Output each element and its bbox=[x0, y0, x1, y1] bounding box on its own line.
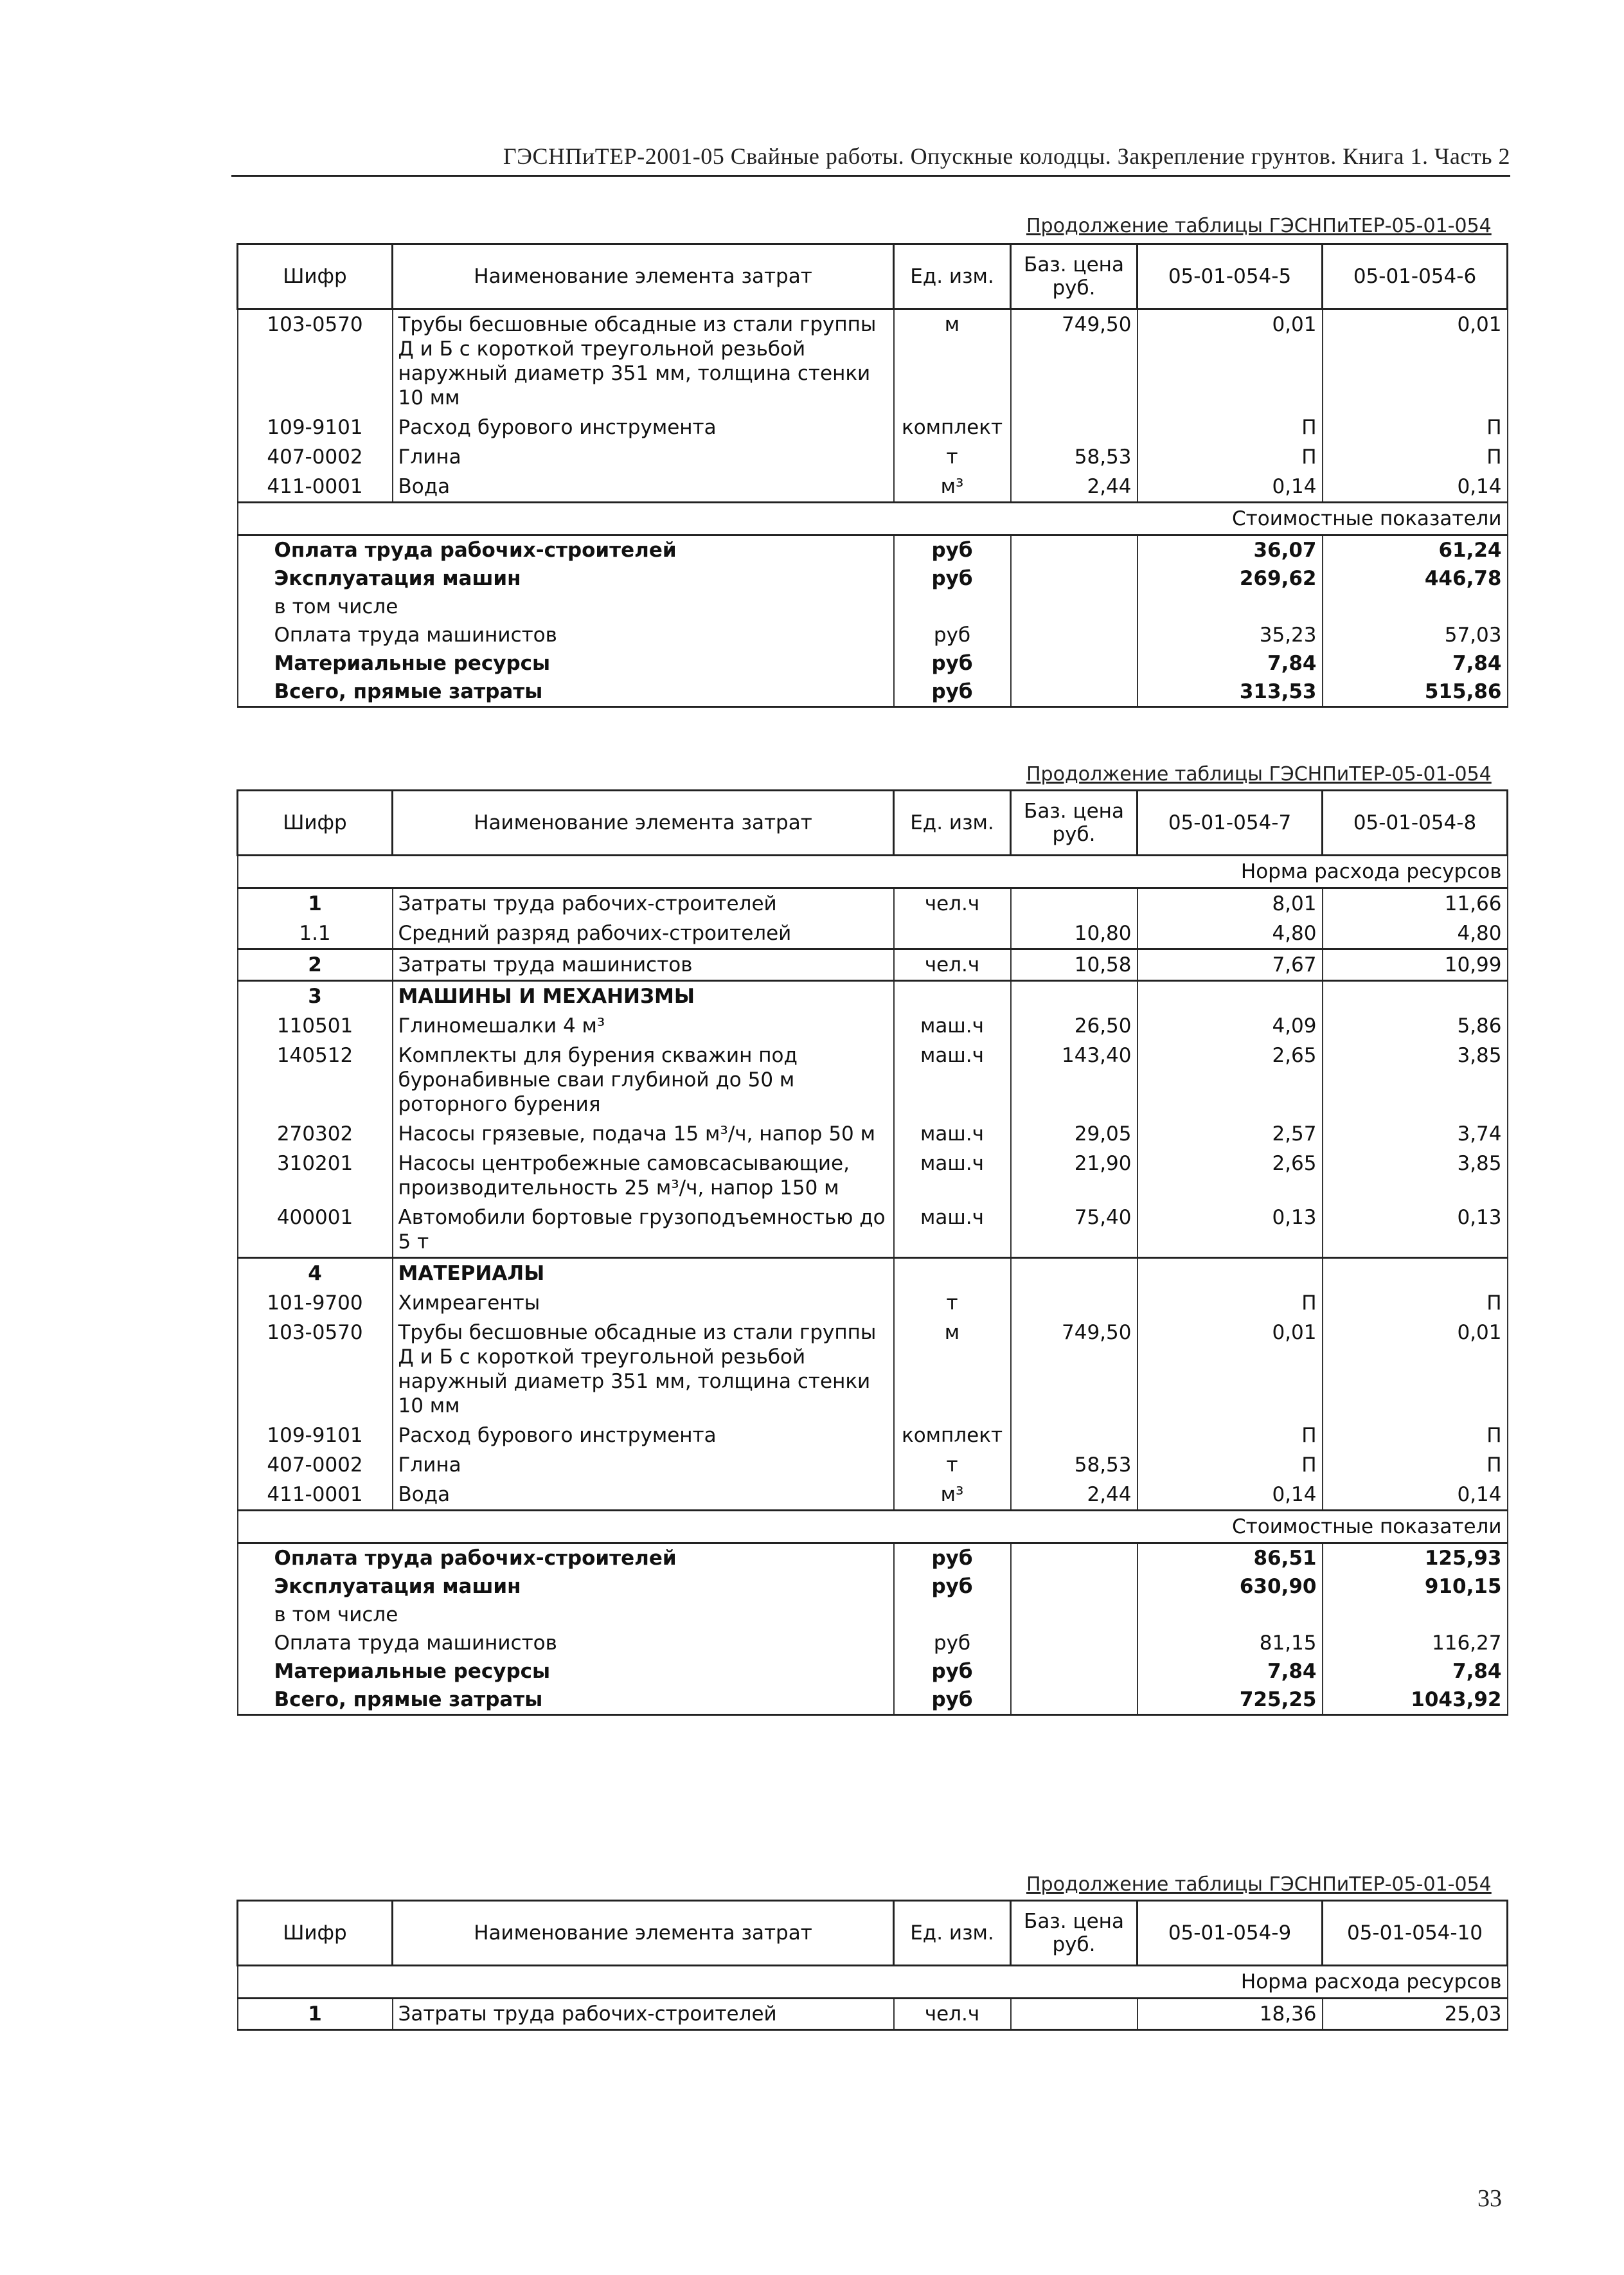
cost-row bbox=[238, 1601, 1508, 1629]
resource-unit: комплект bbox=[894, 1421, 1011, 1450]
resource-code: 411-0001 bbox=[238, 472, 393, 503]
resource-price bbox=[1011, 888, 1138, 919]
resource-code: 103-0570 bbox=[238, 1318, 393, 1421]
table-row bbox=[238, 472, 1508, 503]
cost-row bbox=[238, 1629, 1508, 1657]
cost-price-empty bbox=[1011, 621, 1138, 649]
header-text: ГЭСНПиТЕР-2001-05 Свайные работы. Опускные колодцы. Закрепление грунтов. Книга 1. Часть 2 bbox=[503, 143, 1510, 169]
cost-value-b: 515,86 bbox=[1323, 678, 1508, 707]
table-row bbox=[238, 1203, 1508, 1258]
value-b: 5,86 bbox=[1323, 1011, 1508, 1041]
value-a: П bbox=[1138, 1421, 1323, 1450]
cost-label-row bbox=[238, 1511, 1508, 1543]
cost-name: Оплата труда рабочих-строителей bbox=[238, 1543, 894, 1573]
cost-value-a: 36,07 bbox=[1138, 535, 1323, 565]
resource-code: 1 bbox=[238, 1999, 393, 2030]
cost-price-empty bbox=[1011, 678, 1138, 707]
value-b: 3,85 bbox=[1323, 1041, 1508, 1119]
cost-unit bbox=[894, 593, 1011, 621]
col-price-header: Баз. цена руб. bbox=[1011, 244, 1138, 309]
table-row bbox=[238, 1041, 1508, 1119]
value-b: 0,13 bbox=[1323, 1203, 1508, 1258]
resource-code: 140512 bbox=[238, 1041, 393, 1119]
table-row bbox=[238, 1318, 1508, 1421]
table2-header-row bbox=[238, 791, 1508, 856]
resource-price: 749,50 bbox=[1011, 1318, 1138, 1421]
resource-price: 2,44 bbox=[1011, 472, 1138, 503]
resource-unit: м bbox=[894, 309, 1011, 413]
table-row bbox=[238, 1288, 1508, 1318]
resource-price bbox=[1011, 981, 1138, 1012]
resource-name: Расход бурового инструмента bbox=[393, 1421, 894, 1450]
table3 bbox=[236, 1900, 1508, 2031]
cost-value-a: 725,25 bbox=[1138, 1686, 1323, 1715]
cost-unit: руб bbox=[894, 1543, 1011, 1573]
cost-unit: руб bbox=[894, 535, 1011, 565]
table-row bbox=[238, 1149, 1508, 1203]
col-code-header: Шифр bbox=[238, 791, 393, 856]
resource-code: 109-9101 bbox=[238, 413, 393, 442]
cost-name: Материальные ресурсы bbox=[238, 649, 894, 678]
col-a-header: 05-01-054-7 bbox=[1138, 791, 1323, 856]
table-row bbox=[238, 1258, 1508, 1289]
resource-code: 270302 bbox=[238, 1119, 393, 1149]
resource-name: Затраты труда рабочих-строителей bbox=[393, 1999, 894, 2030]
resource-unit: т bbox=[894, 1288, 1011, 1318]
resource-code: 101-9700 bbox=[238, 1288, 393, 1318]
resource-name: Глина bbox=[393, 1450, 894, 1480]
value-a: П bbox=[1138, 442, 1323, 472]
page-number: 33 bbox=[1477, 2185, 1502, 2212]
cost-name: Эксплуатация машин bbox=[238, 1572, 894, 1601]
cost-price-empty bbox=[1011, 1601, 1138, 1629]
cost-label: Стоимостные показатели bbox=[238, 503, 1508, 535]
value-b: 0,01 bbox=[1323, 309, 1508, 413]
resource-name: Глиномешалки 4 м³ bbox=[393, 1011, 894, 1041]
value-b: П bbox=[1323, 1421, 1508, 1450]
resource-name: Затраты труда рабочих-строителей bbox=[393, 888, 894, 919]
cost-price-empty bbox=[1011, 1629, 1138, 1657]
cost-row bbox=[238, 1657, 1508, 1686]
resource-name: Насосы грязевые, подача 15 м³/ч, напор 50 м bbox=[393, 1119, 894, 1149]
resource-price: 10,58 bbox=[1011, 949, 1138, 981]
value-a: 7,67 bbox=[1138, 949, 1323, 981]
cost-value-a: 35,23 bbox=[1138, 621, 1323, 649]
cost-value-a: 313,53 bbox=[1138, 678, 1323, 707]
value-a: 2,65 bbox=[1138, 1149, 1323, 1203]
table-row bbox=[238, 309, 1508, 413]
resource-code: 2 bbox=[238, 949, 393, 981]
resource-code: 411-0001 bbox=[238, 1480, 393, 1511]
norm-label-row bbox=[238, 1966, 1508, 1999]
table2-caption: Продолжение таблицы ГЭСНПиТЕР-05-01-054 bbox=[1026, 763, 1492, 786]
resource-unit: т bbox=[894, 442, 1011, 472]
value-a: 2,57 bbox=[1138, 1119, 1323, 1149]
cost-value-b: 125,93 bbox=[1323, 1543, 1508, 1573]
value-b: 0,14 bbox=[1323, 472, 1508, 503]
cost-unit: руб bbox=[894, 1572, 1011, 1601]
table-row bbox=[238, 949, 1508, 981]
table1-header-row bbox=[238, 244, 1508, 309]
value-a: 0,14 bbox=[1138, 472, 1323, 503]
cost-value-b: 7,84 bbox=[1323, 1657, 1508, 1686]
resource-name: Насосы центробежные самовсасывающие, производительность 25 м³/ч, напор 150 м bbox=[393, 1149, 894, 1203]
resource-name: Трубы бесшовные обсадные из стали группы Д и Б с короткой треугольной резьбой наружный диаметр 351 мм, толщина стенки 10 мм bbox=[393, 309, 894, 413]
cost-row bbox=[238, 535, 1508, 565]
value-b: 25,03 bbox=[1323, 1999, 1508, 2030]
col-name-header: Наименование элемента затрат bbox=[393, 791, 894, 856]
resource-price: 75,40 bbox=[1011, 1203, 1138, 1258]
cost-unit: руб bbox=[894, 649, 1011, 678]
col-price-header: Баз. цена руб. bbox=[1011, 791, 1138, 856]
value-b: 10,99 bbox=[1323, 949, 1508, 981]
col-name-header: Наименование элемента затрат bbox=[393, 244, 894, 309]
resource-name: Расход бурового инструмента bbox=[393, 413, 894, 442]
resource-unit: чел.ч bbox=[894, 949, 1011, 981]
value-a: 4,80 bbox=[1138, 919, 1323, 949]
col-price-header: Баз. цена руб. bbox=[1011, 1901, 1138, 1966]
value-a: 0,01 bbox=[1138, 309, 1323, 413]
resource-code: 103-0570 bbox=[238, 309, 393, 413]
table-row bbox=[238, 1999, 1508, 2030]
col-name-header: Наименование элемента затрат bbox=[393, 1901, 894, 1966]
table-row bbox=[238, 442, 1508, 472]
cost-name: Материальные ресурсы bbox=[238, 1657, 894, 1686]
resource-unit bbox=[894, 981, 1011, 1012]
table-row bbox=[238, 888, 1508, 919]
cost-row bbox=[238, 1572, 1508, 1601]
cost-name: Оплата труда рабочих-строителей bbox=[238, 535, 894, 565]
cost-price-empty bbox=[1011, 649, 1138, 678]
resource-price bbox=[1011, 413, 1138, 442]
cost-row bbox=[238, 564, 1508, 593]
value-b: П bbox=[1323, 1288, 1508, 1318]
col-a-header: 05-01-054-9 bbox=[1138, 1901, 1323, 1966]
cost-name: Всего, прямые затраты bbox=[238, 1686, 894, 1715]
cost-row bbox=[238, 621, 1508, 649]
value-a: 0,13 bbox=[1138, 1203, 1323, 1258]
resource-price: 749,50 bbox=[1011, 309, 1138, 413]
cost-row bbox=[238, 678, 1508, 707]
table1-caption: Продолжение таблицы ГЭСНПиТЕР-05-01-054 bbox=[1026, 215, 1492, 237]
resource-unit: чел.ч bbox=[894, 888, 1011, 919]
resource-price: 21,90 bbox=[1011, 1149, 1138, 1203]
table-row bbox=[238, 981, 1508, 1012]
value-b: 4,80 bbox=[1323, 919, 1508, 949]
resource-price bbox=[1011, 1421, 1138, 1450]
resource-code: 400001 bbox=[238, 1203, 393, 1258]
col-code-header: Шифр bbox=[238, 244, 393, 309]
value-b: П bbox=[1323, 413, 1508, 442]
cost-row bbox=[238, 649, 1508, 678]
cost-value-a: 86,51 bbox=[1138, 1543, 1323, 1573]
col-unit-header: Ед. изм. bbox=[894, 1901, 1011, 1966]
resource-name: Вода bbox=[393, 472, 894, 503]
resource-unit: м³ bbox=[894, 472, 1011, 503]
cost-name: Всего, прямые затраты bbox=[238, 678, 894, 707]
cost-price-empty bbox=[1011, 593, 1138, 621]
cost-price-empty bbox=[1011, 1572, 1138, 1601]
cost-value-b: 910,15 bbox=[1323, 1572, 1508, 1601]
resource-price: 143,40 bbox=[1011, 1041, 1138, 1119]
resource-unit bbox=[894, 1258, 1011, 1289]
table-row bbox=[238, 1119, 1508, 1149]
col-unit-header: Ед. изм. bbox=[894, 791, 1011, 856]
cost-value-a bbox=[1138, 593, 1323, 621]
cost-unit: руб bbox=[894, 621, 1011, 649]
value-b: 3,85 bbox=[1323, 1149, 1508, 1203]
resource-price: 58,53 bbox=[1011, 442, 1138, 472]
cost-price-empty bbox=[1011, 1543, 1138, 1573]
col-b-header: 05-01-054-10 bbox=[1323, 1901, 1508, 1966]
resource-name: Затраты труда машинистов bbox=[393, 949, 894, 981]
table-row bbox=[238, 413, 1508, 442]
resource-price bbox=[1011, 1258, 1138, 1289]
value-b bbox=[1323, 981, 1508, 1012]
resource-unit: комплект bbox=[894, 413, 1011, 442]
value-b: 0,14 bbox=[1323, 1480, 1508, 1511]
col-code-header: Шифр bbox=[238, 1901, 393, 1966]
resource-price: 26,50 bbox=[1011, 1011, 1138, 1041]
cost-unit: руб bbox=[894, 678, 1011, 707]
cost-value-a: 81,15 bbox=[1138, 1629, 1323, 1657]
cost-row bbox=[238, 593, 1508, 621]
resource-code: 1 bbox=[238, 888, 393, 919]
value-a: 0,01 bbox=[1138, 1318, 1323, 1421]
value-a: 2,65 bbox=[1138, 1041, 1323, 1119]
table-row bbox=[238, 1011, 1508, 1041]
cost-value-a: 7,84 bbox=[1138, 649, 1323, 678]
col-unit-header: Ед. изм. bbox=[894, 244, 1011, 309]
value-b: 3,74 bbox=[1323, 1119, 1508, 1149]
cost-value-a: 630,90 bbox=[1138, 1572, 1323, 1601]
resource-name: Вода bbox=[393, 1480, 894, 1511]
value-a: 0,14 bbox=[1138, 1480, 1323, 1511]
resource-code: 1.1 bbox=[238, 919, 393, 949]
table2 bbox=[236, 789, 1508, 1716]
cost-value-b: 57,03 bbox=[1323, 621, 1508, 649]
value-a: П bbox=[1138, 413, 1323, 442]
cost-value-b: 1043,92 bbox=[1323, 1686, 1508, 1715]
cost-unit bbox=[894, 1601, 1011, 1629]
resource-name: Комплекты для бурения скважин под буронабивные сваи глубиной до 50 м роторного бурения bbox=[393, 1041, 894, 1119]
resource-price: 58,53 bbox=[1011, 1450, 1138, 1480]
col-a-header: 05-01-054-5 bbox=[1138, 244, 1323, 309]
value-b: П bbox=[1323, 1450, 1508, 1480]
resource-price bbox=[1011, 1288, 1138, 1318]
table-row bbox=[238, 1480, 1508, 1511]
cost-price-empty bbox=[1011, 1686, 1138, 1715]
norm-label-row bbox=[238, 856, 1508, 888]
resource-price: 2,44 bbox=[1011, 1480, 1138, 1511]
col-b-header: 05-01-054-6 bbox=[1323, 244, 1508, 309]
resource-unit: маш.ч bbox=[894, 1149, 1011, 1203]
cost-unit: руб bbox=[894, 1686, 1011, 1715]
cost-name: Оплата труда машинистов bbox=[238, 1629, 894, 1657]
cost-value-a: 269,62 bbox=[1138, 564, 1323, 593]
value-a: 18,36 bbox=[1138, 1999, 1323, 2030]
cost-value-b: 116,27 bbox=[1323, 1629, 1508, 1657]
resource-name: Трубы бесшовные обсадные из стали группы Д и Б с короткой треугольной резьбой наружный диаметр 351 мм, толщина стенки 10 мм bbox=[393, 1318, 894, 1421]
resource-unit: маш.ч bbox=[894, 1011, 1011, 1041]
table-row bbox=[238, 1450, 1508, 1480]
table3-caption: Продолжение таблицы ГЭСНПиТЕР-05-01-054 bbox=[1026, 1873, 1492, 1896]
value-a bbox=[1138, 1258, 1323, 1289]
resource-unit: т bbox=[894, 1450, 1011, 1480]
value-a: 4,09 bbox=[1138, 1011, 1323, 1041]
resource-price bbox=[1011, 1999, 1138, 2030]
table3-header-row bbox=[238, 1901, 1508, 1966]
cost-value-b: 446,78 bbox=[1323, 564, 1508, 593]
cost-price-empty bbox=[1011, 564, 1138, 593]
value-b: П bbox=[1323, 442, 1508, 472]
cost-row bbox=[238, 1686, 1508, 1715]
resource-code: 4 bbox=[238, 1258, 393, 1289]
resource-code: 407-0002 bbox=[238, 442, 393, 472]
resource-code: 109-9101 bbox=[238, 1421, 393, 1450]
cost-price-empty bbox=[1011, 535, 1138, 565]
resource-unit: маш.ч bbox=[894, 1041, 1011, 1119]
value-a bbox=[1138, 981, 1323, 1012]
value-a: П bbox=[1138, 1288, 1323, 1318]
cost-name: Эксплуатация машин bbox=[238, 564, 894, 593]
resource-unit: м³ bbox=[894, 1480, 1011, 1511]
resource-name: Химреагенты bbox=[393, 1288, 894, 1318]
resource-code: 110501 bbox=[238, 1011, 393, 1041]
resource-unit: маш.ч bbox=[894, 1203, 1011, 1258]
cost-value-b bbox=[1323, 1601, 1508, 1629]
resource-code: 3 bbox=[238, 981, 393, 1012]
cost-value-b: 61,24 bbox=[1323, 535, 1508, 565]
value-b: 0,01 bbox=[1323, 1318, 1508, 1421]
cost-price-empty bbox=[1011, 1657, 1138, 1686]
table-row bbox=[238, 919, 1508, 949]
running-header bbox=[231, 140, 1510, 177]
cost-value-b: 7,84 bbox=[1323, 649, 1508, 678]
table-row bbox=[238, 1421, 1508, 1450]
resource-price: 10,80 bbox=[1011, 919, 1138, 949]
value-a: 8,01 bbox=[1138, 888, 1323, 919]
cost-row bbox=[238, 1543, 1508, 1573]
resource-unit bbox=[894, 919, 1011, 949]
resource-code: 310201 bbox=[238, 1149, 393, 1203]
norm-label: Норма расхода ресурсов bbox=[238, 1966, 1508, 1999]
table1 bbox=[236, 243, 1508, 708]
resource-name: МАТЕРИАЛЫ bbox=[393, 1258, 894, 1289]
cost-label-row bbox=[238, 503, 1508, 535]
cost-unit: руб bbox=[894, 1629, 1011, 1657]
resource-unit: м bbox=[894, 1318, 1011, 1421]
cost-name: в том числе bbox=[238, 1601, 894, 1629]
col-b-header: 05-01-054-8 bbox=[1323, 791, 1508, 856]
resource-name: МАШИНЫ И МЕХАНИЗМЫ bbox=[393, 981, 894, 1012]
cost-value-a: 7,84 bbox=[1138, 1657, 1323, 1686]
value-b: 11,66 bbox=[1323, 888, 1508, 919]
cost-label: Стоимостные показатели bbox=[238, 1511, 1508, 1543]
norm-label: Норма расхода ресурсов bbox=[238, 856, 1508, 888]
resource-unit: чел.ч bbox=[894, 1999, 1011, 2030]
cost-unit: руб bbox=[894, 1657, 1011, 1686]
value-a: П bbox=[1138, 1450, 1323, 1480]
resource-name: Глина bbox=[393, 442, 894, 472]
resource-code: 407-0002 bbox=[238, 1450, 393, 1480]
cost-unit: руб bbox=[894, 564, 1011, 593]
cost-value-a bbox=[1138, 1601, 1323, 1629]
cost-name: Оплата труда машинистов bbox=[238, 621, 894, 649]
resource-unit: маш.ч bbox=[894, 1119, 1011, 1149]
cost-name: в том числе bbox=[238, 593, 894, 621]
resource-price: 29,05 bbox=[1011, 1119, 1138, 1149]
resource-name: Автомобили бортовые грузоподъемностью до 5 т bbox=[393, 1203, 894, 1258]
value-b bbox=[1323, 1258, 1508, 1289]
resource-name: Средний разряд рабочих-строителей bbox=[393, 919, 894, 949]
cost-value-b bbox=[1323, 593, 1508, 621]
